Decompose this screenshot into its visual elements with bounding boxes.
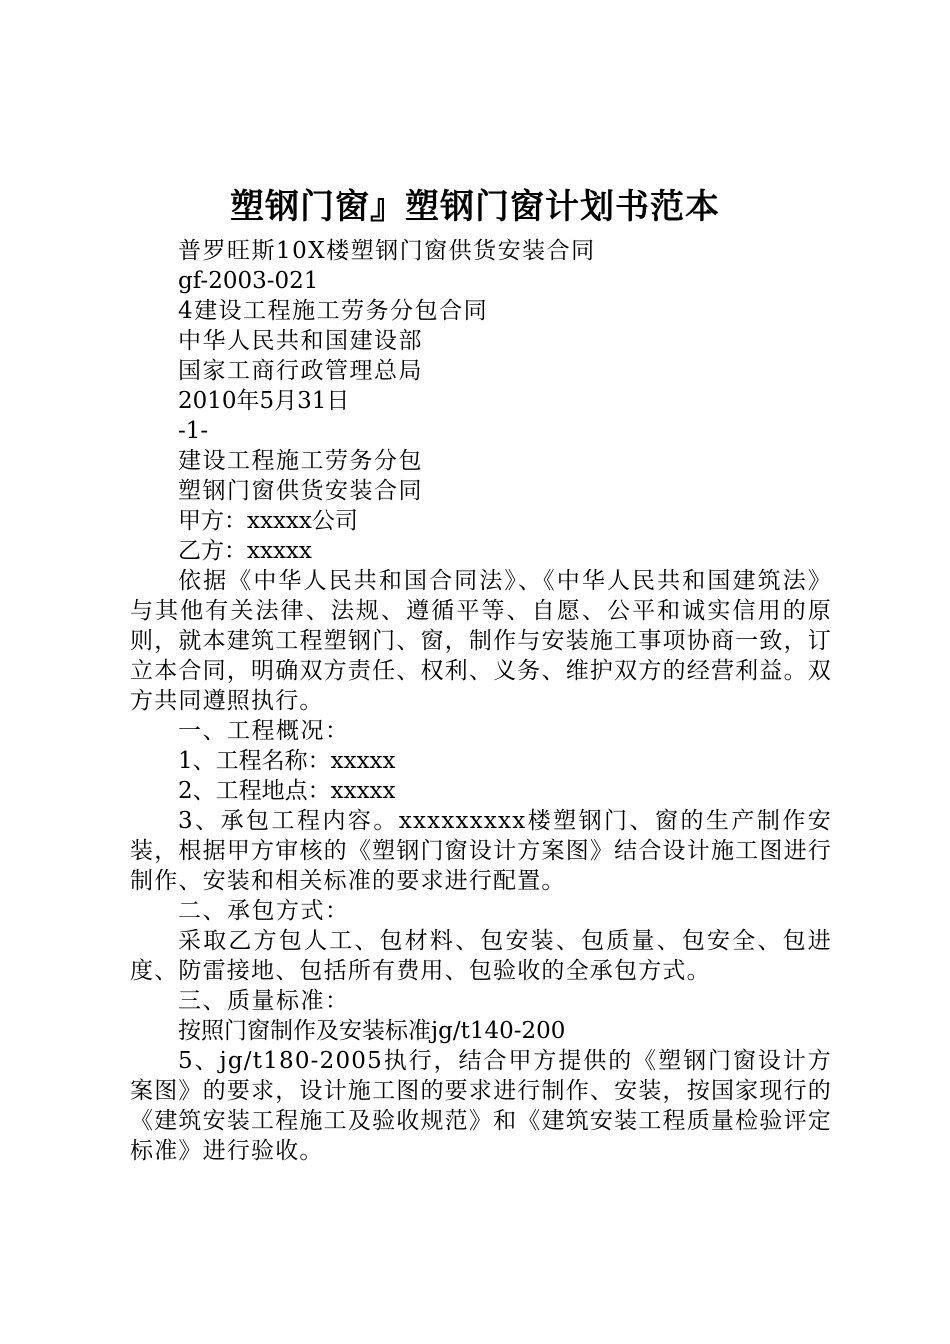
header-line-subtitle-2: 塑钢门窗供货安装合同: [178, 478, 423, 504]
project-name-item: 1、工程名称：xxxxx: [178, 748, 396, 774]
project-scope-item: 3、承包工程内容。xxxxxxxxx楼塑钢门、窗的生产制作安装，根据甲方审核的《塑钢门窗设计方案图》结合设计施工图进行制作、安装和相关标准的要求进行配置。: [130, 808, 832, 894]
section-2-body: 采取乙方包人工、包材料、包安装、包质量、包安全、包进度、防雷接地、包括所有费用、包验收的全承包方式。: [130, 928, 832, 984]
header-line-subtitle-1: 建设工程施工劳务分包: [178, 448, 423, 474]
section-2-heading: 二、承包方式：: [178, 898, 350, 924]
header-line-project: 普罗旺斯10X楼塑钢门窗供货安装合同: [178, 238, 596, 264]
section-1-heading: 一、工程概况：: [178, 718, 350, 744]
document-body: [130, 236, 832, 1166]
intro-paragraph: 依据《中华人民共和国合同法》、《中华人民共和国建筑法》与其他有关法律、法规、遵循平等、自愿、公平和诚实信用的原则，就本建筑工程塑钢门、窗，制作与安装施工事项协商一致，订立本合同，明确双方责任、权利、义务、维护双方的经营利益。双方共同遵照执行。: [130, 568, 832, 714]
section-3-standard-line: 按照门窗制作及安装标准jg/t140-200: [178, 1018, 566, 1044]
page-number: -1-: [178, 418, 209, 444]
header-line-date: 2010年5月31日: [178, 388, 350, 414]
header-line-code: gf-2003-021: [178, 268, 319, 294]
header-line-administration: 国家工商行政管理总局: [178, 358, 423, 384]
header-line-contract-type: 4建设工程施工劳务分包合同: [178, 298, 489, 324]
document-title: 塑钢门窗』塑钢门窗计划书范本: [230, 187, 720, 227]
party-b: 乙方：xxxxx: [178, 538, 312, 564]
project-location-item: 2、工程地点：xxxxx: [178, 778, 396, 804]
section-3-heading: 三、质量标准：: [178, 988, 350, 1014]
section-3-body: 5、jg/t180-2005执行，结合甲方提供的《塑钢门窗设计方案图》的要求，设计施工图的要求进行制作、安装，按国家现行的《建筑安装工程施工及验收规范》和《建筑安装工程质量检验评定标准》进行验收。: [130, 1048, 832, 1164]
party-a: 甲方：xxxxx公司: [178, 508, 358, 534]
header-line-ministry: 中华人民共和国建设部: [178, 328, 423, 354]
